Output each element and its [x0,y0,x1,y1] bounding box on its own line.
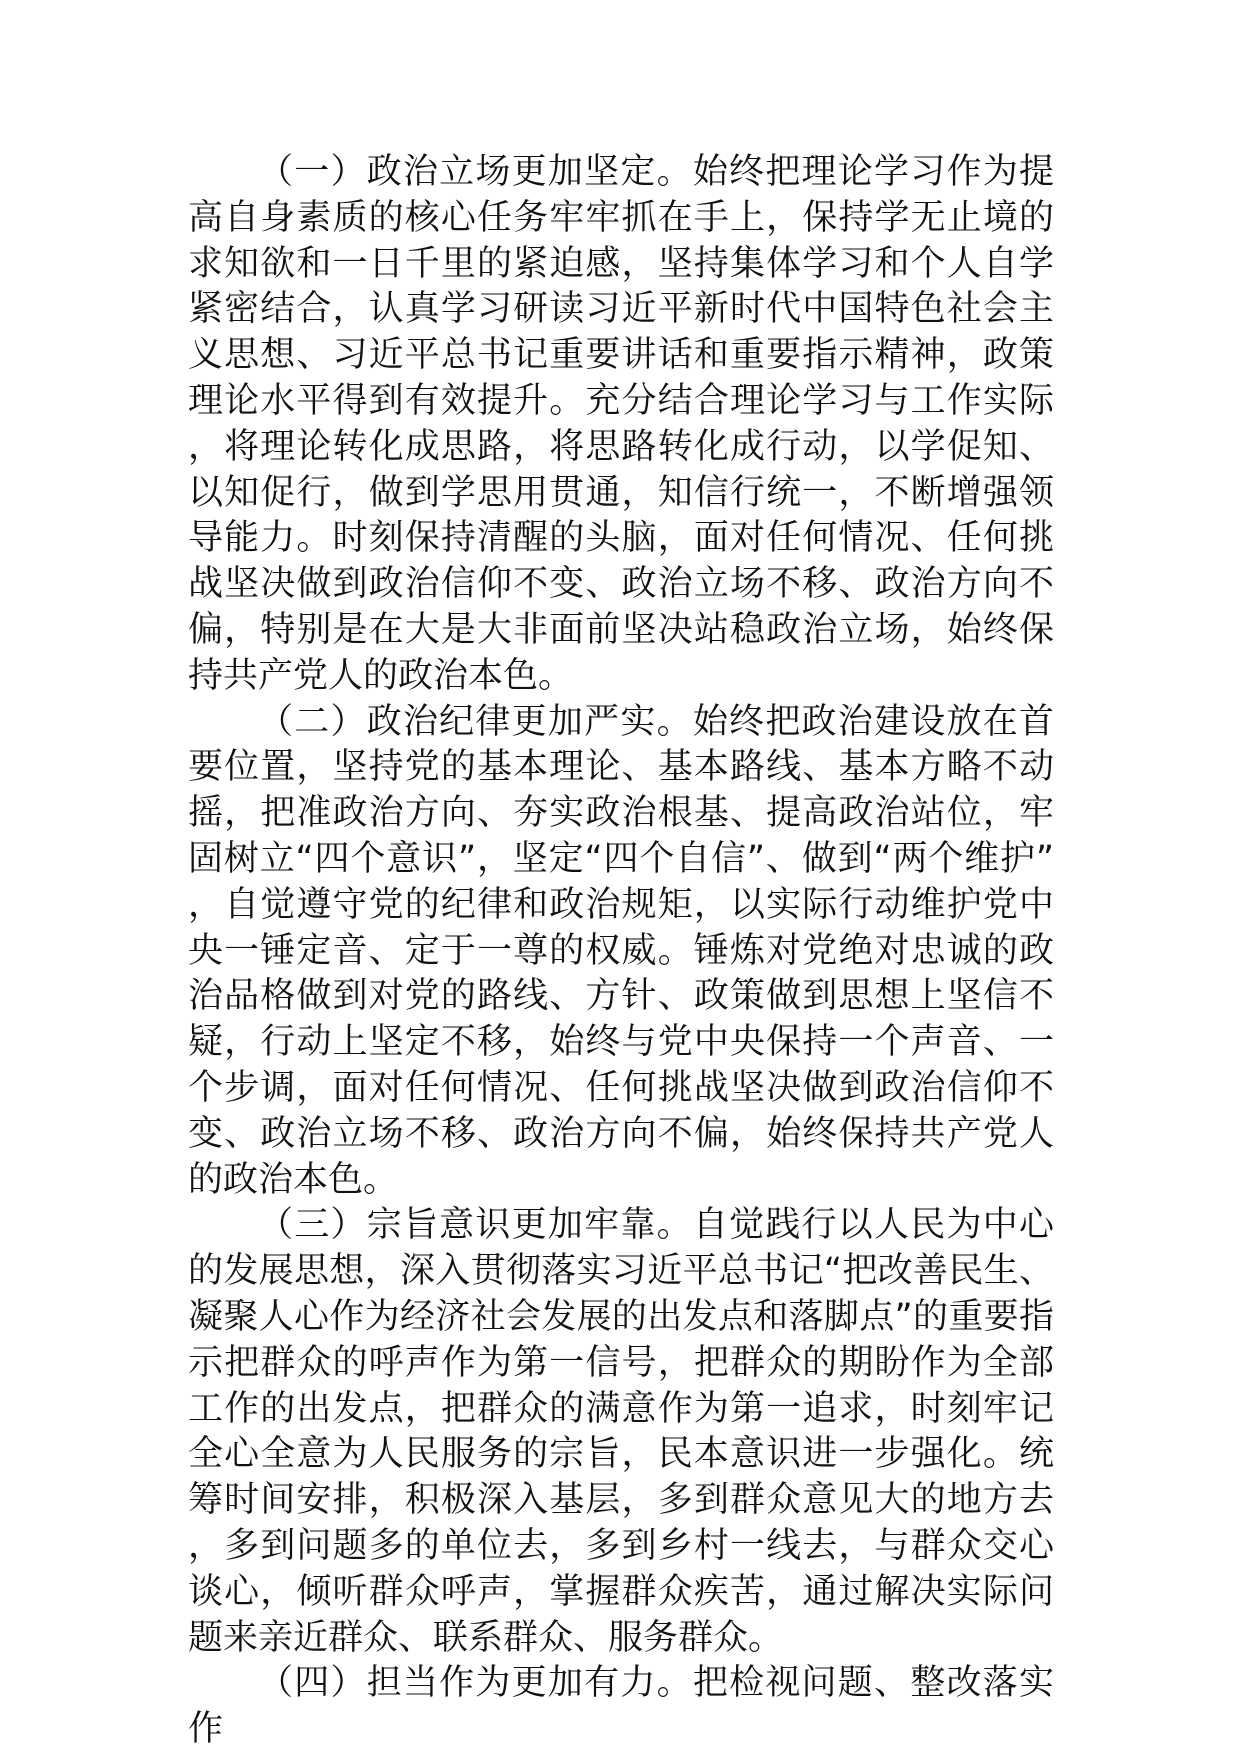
paragraph-political-stance: （一）政治立场更加坚定。始终把理论学习作为提高自身素质的核心任务牢牢抓在手上，保持学无止境的求知欲和一日千里的紧迫感，坚持集体学习和个人自学紧密结合，认真学习研读习近平新时代中国特色社会主义思想、习近平总书记重要讲话和重要指示精神，政策理论水平得到有效提升。充分结合理论学习与工作实际，将理论转化成思路，将思路转化成行动，以学促知、以知促行，做到学思用贯通，知信行统一，不断增强领导能力。时刻保持清醒的头脑，面对任何情况、任何挑战坚决做到政治信仰不变、政治立场不移、政治方向不偏，特别是在大是大非面前坚决站稳政治立场，始终保持共产党人的政治本色。 [188,152,1054,696]
paragraph-purpose-awareness: （三）宗旨意识更加牢靠。自觉践行以人民为中心的发展思想，深入贯彻落实习近平总书记“把改善民生、凝聚人心作为经济社会发展的出发点和落脚点”的重要指示把群众的呼声作为第一信号，把群众的期盼作为全部工作的出发点，把群众的满意作为第一追求，时刻牢记全心全意为人民服务的宗旨，民本意识进一步强化。统筹时间安排，积极深入基层，多到群众意见大的地方去，多到问题多的单位去，多到乡村一线去，与群众交心谈心，倾听群众呼声，掌握群众疾苦，通过解决实际问题来亲近群众、联系群众、服务群众。 [188,1205,1054,1658]
paragraph-responsibility: （四）担当作为更加有力。把检视问题、整改落实作 [188,1663,1054,1750]
document-body [188,150,1054,1753]
paragraph-political-discipline: （二）政治纪律更加严实。始终把政治建设放在首要位置，坚持党的基本理论、基本路线、基本方略不动摇，把准政治方向、夯实政治根基、提高政治站位，牢固树立“四个意识”，坚定“四个自信”、做到“两个维护”，自觉遵守党的纪律和政治规矩，以实际行动维护党中央一锤定音、定于一尊的权威。锤炼对党绝对忠诚的政治品格做到对党的路线、方针、政策做到思想上坚信不疑，行动上坚定不移，始终与党中央保持一个声音、一个步调，面对任何情况、任何挑战坚决做到政治信仰不变、政治立场不移、政治方向不偏，始终保持共产党人的政治本色。 [188,701,1054,1200]
